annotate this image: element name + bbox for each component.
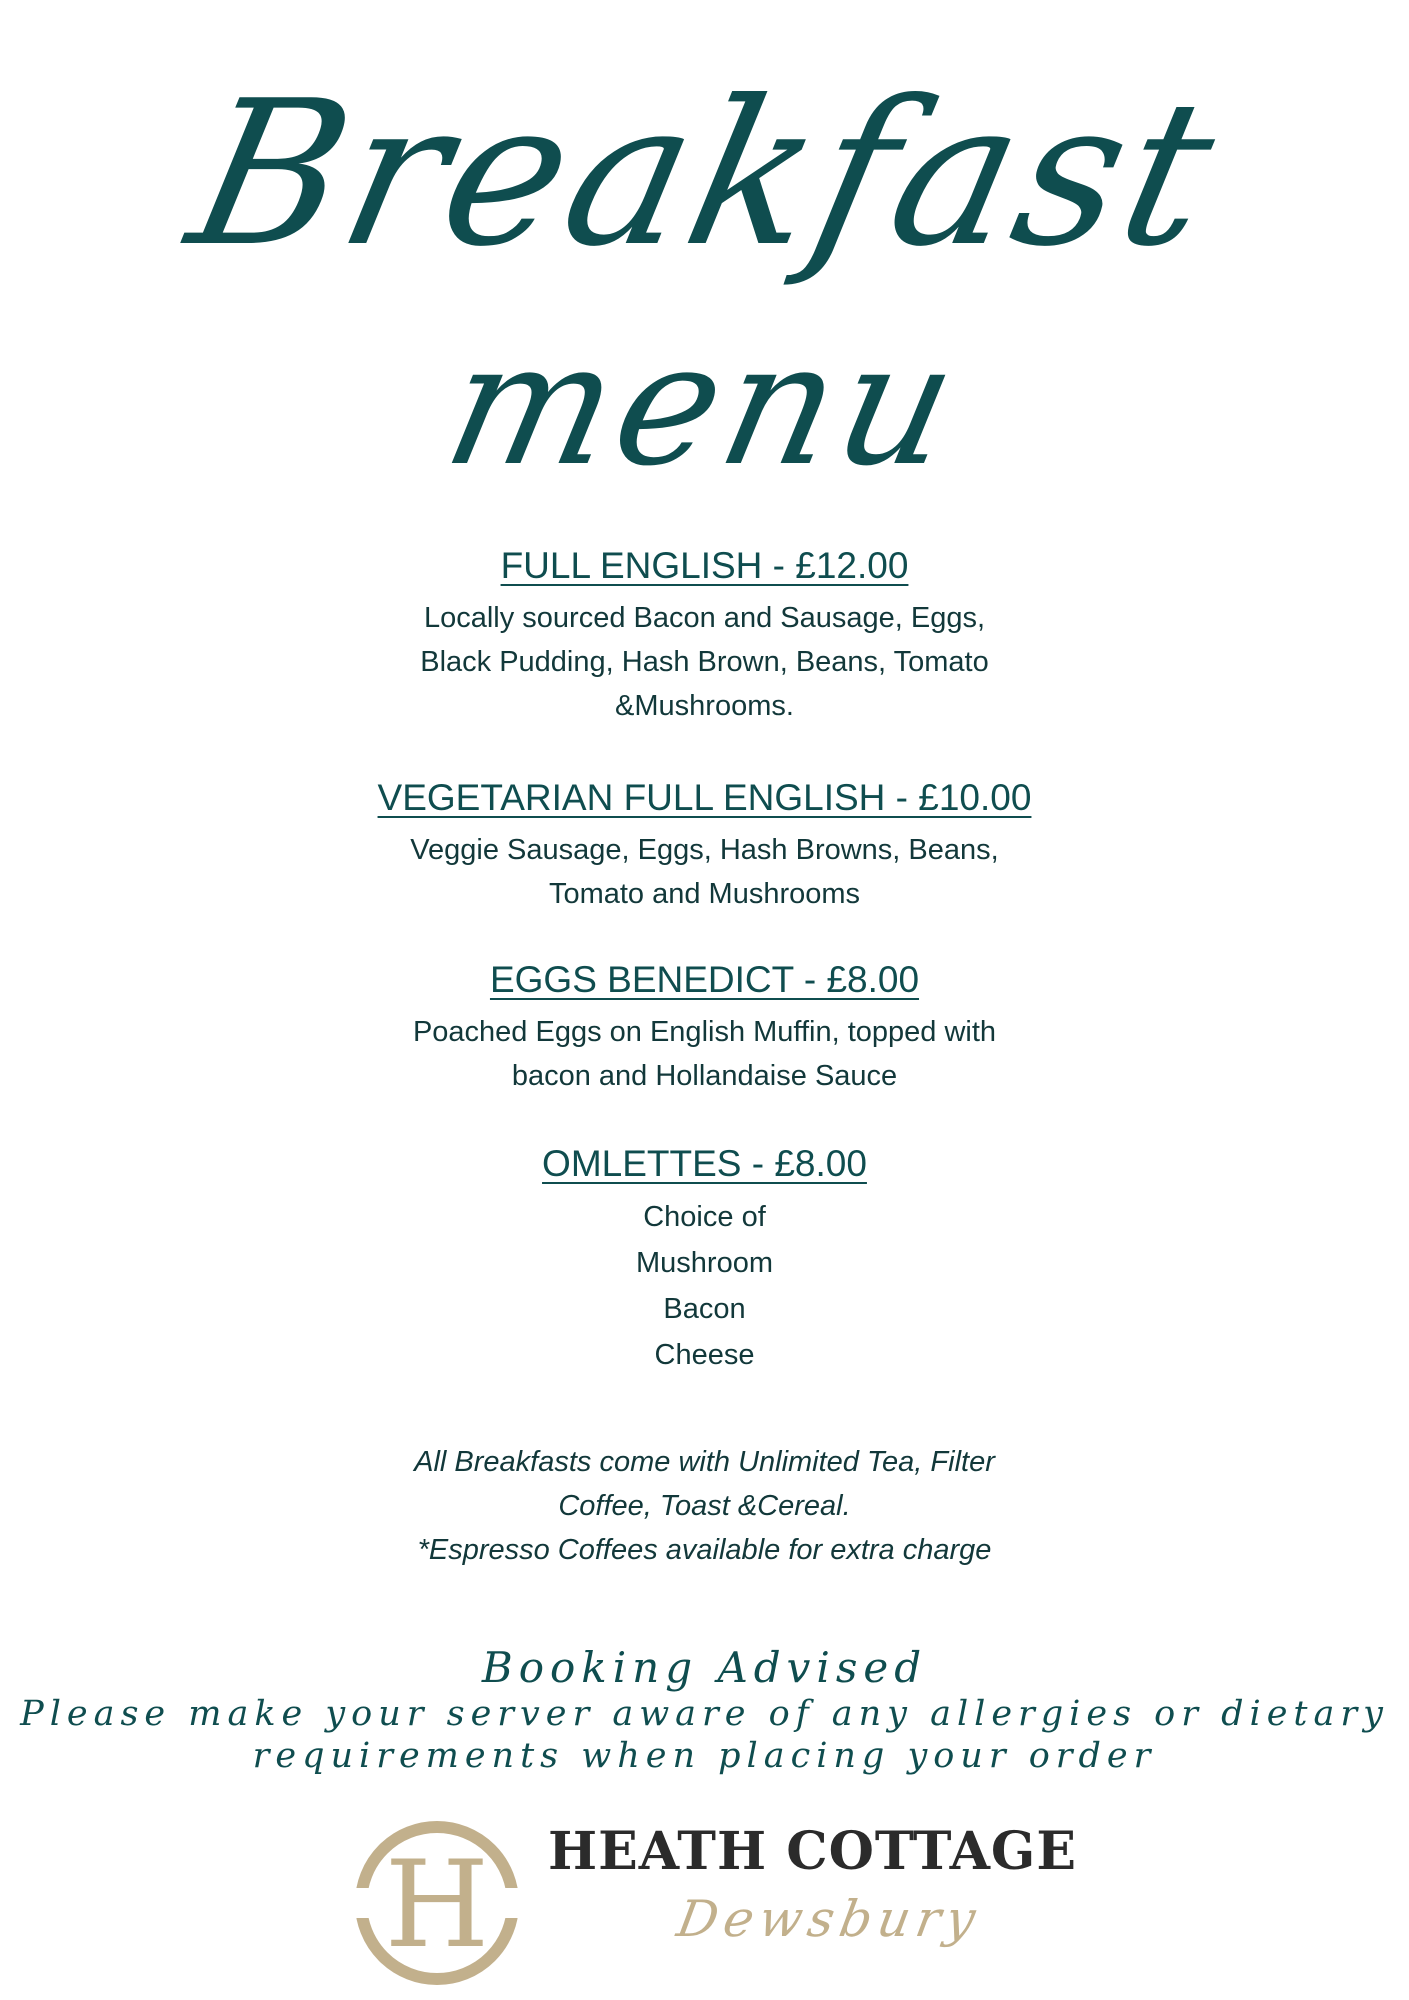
logo-monogram: H	[384, 1836, 490, 1975]
breakfast-note	[0, 1440, 1409, 1572]
menu-item-eggs-benedict	[0, 954, 1409, 1098]
allergy-line: Please make your server aware of any allergies or dietary	[20, 1694, 1389, 1734]
item-heading: FULL ENGLISH - £12.00	[500, 545, 909, 586]
item-description-line: Veggie Sausage, Eggs, Hash Browns, Beans,	[410, 834, 999, 866]
item-heading: VEGETARIAN FULL ENGLISH - £10.00	[377, 777, 1032, 818]
brand-name: HEATH COTTAGE	[548, 1821, 1077, 1882]
menu-items	[0, 540, 1409, 1378]
heath-cottage-logo-icon	[352, 1818, 522, 1988]
note-line: Coffee, Toast &Cereal.	[558, 1490, 851, 1522]
note-line: *Espresso Coffees available for extra charge	[417, 1534, 992, 1566]
item-description-line: bacon and Hollandaise Sauce	[511, 1060, 898, 1092]
item-description-line: Black Pudding, Hash Brown, Beans, Tomato	[420, 646, 989, 678]
item-description	[335, 596, 1075, 728]
menu-item-omlettes	[0, 1138, 1409, 1378]
title-menu: menu	[431, 306, 978, 504]
brand-location: Dewsbury	[672, 1890, 986, 1948]
allergy-notice	[0, 1693, 1409, 1777]
booking-advised: Booking Advised	[481, 1643, 928, 1692]
item-description-line: Locally sourced Bacon and Sausage, Eggs,	[423, 602, 986, 634]
item-description	[335, 828, 1075, 916]
note-line: All Breakfasts come with Unlimited Tea, Filter	[414, 1446, 995, 1478]
item-description-line: Cheese	[654, 1339, 755, 1371]
item-heading: OMLETTES - £8.00	[542, 1143, 867, 1184]
item-description-line: Poached Eggs on English Muffin, topped with	[412, 1016, 997, 1048]
menu-item-vegetarian-full-english	[0, 772, 1409, 916]
item-heading: EGGS BENEDICT - £8.00	[489, 959, 920, 1000]
menu-item-full-english	[0, 540, 1409, 728]
allergy-line: requirements when placing your order	[252, 1736, 1157, 1776]
item-description-line: Tomato and Mushrooms	[548, 878, 861, 910]
item-description-line: Mushroom	[636, 1247, 773, 1279]
item-description-line: Choice of	[643, 1201, 766, 1233]
item-description-line: Bacon	[663, 1293, 746, 1325]
item-description	[335, 1194, 1075, 1378]
item-description-line: &Mushrooms.	[615, 690, 794, 722]
title-breakfast: Breakfast	[173, 58, 1237, 291]
menu-title	[0, 40, 1409, 504]
item-description	[335, 1010, 1075, 1098]
